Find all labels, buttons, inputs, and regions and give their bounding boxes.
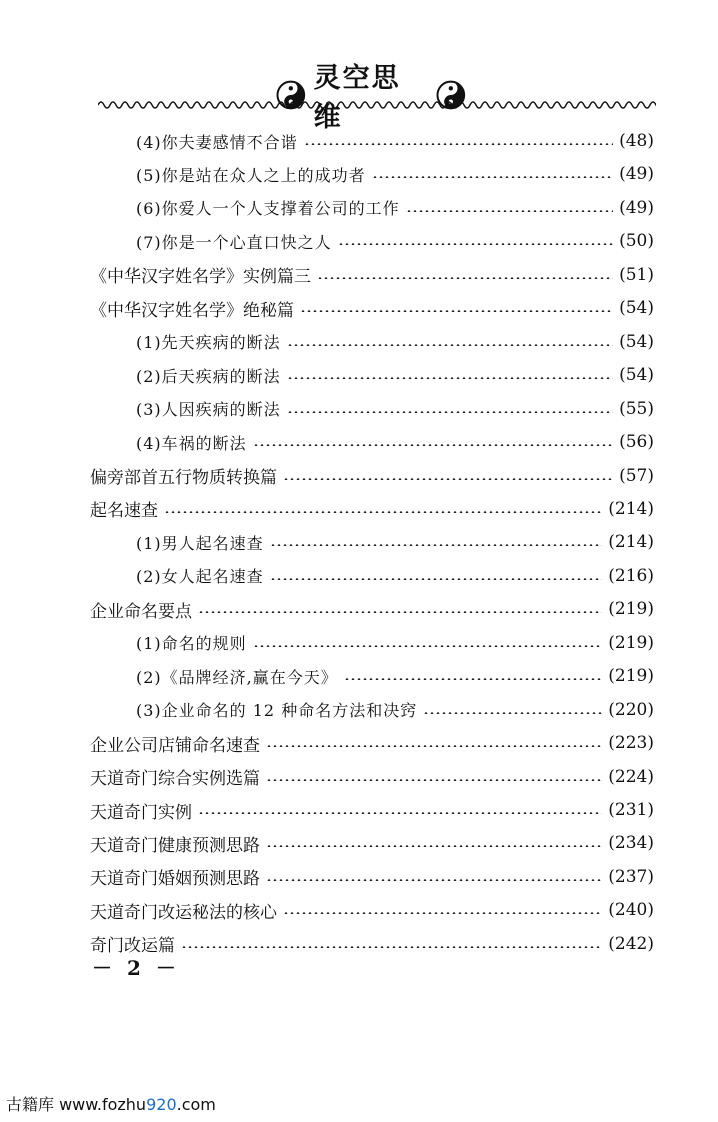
toc-entry (90, 594, 654, 624)
toc-entry (136, 628, 654, 658)
toc-leader-dots (253, 645, 603, 647)
toc-entry-page: (234) (608, 833, 654, 854)
toc-entry (90, 293, 654, 323)
toc-entry-title: 《中华汉字姓名学》实例篇三 (90, 267, 311, 288)
toc-entry-page: (54) (619, 298, 654, 319)
toc-entry-page: (242) (608, 933, 654, 954)
toc-entry (136, 360, 654, 390)
toc-leader-dots (266, 745, 602, 747)
toc-entry-title: (3)人因疾病的断法 (136, 400, 281, 420)
toc-entry-title: (2)后天疾病的断法 (136, 366, 281, 386)
toc-entry-page: (57) (619, 465, 654, 486)
toc-leader-dots (266, 779, 602, 781)
toc-leader-dots (304, 143, 613, 145)
toc-entry-title: 企业公司店铺命名速查 (90, 735, 260, 756)
footer-site-prefix: 古籍库 www.fozhu (6, 1095, 147, 1114)
toc-entry-page: (54) (619, 365, 654, 386)
toc-entry-title: 偏旁部首五行物质转换篇 (90, 468, 277, 488)
toc-entry-page: (231) (608, 800, 654, 820)
page-number: － 2 － (92, 956, 180, 980)
toc-entry-page: (223) (608, 733, 654, 754)
toc-entry-page: (50) (619, 231, 654, 252)
toc-entry-title: 奇门改运篇 (90, 936, 175, 957)
toc-entry-title: (2)女人起名速查 (136, 567, 264, 587)
toc-entry-page: (219) (608, 599, 654, 620)
footer-site-digits: 920 (146, 1095, 177, 1114)
toc-leader-dots (287, 377, 613, 379)
toc-entry-title: (1)先天疾病的断法 (136, 333, 281, 353)
toc-entry (136, 561, 654, 591)
toc-entry-title: (1)男人起名速查 (136, 533, 264, 553)
toc-entry-page: (55) (619, 398, 654, 419)
toc-leader-dots (283, 478, 613, 480)
toc-entry (90, 795, 654, 825)
toc-entry-title: 起名速查 (90, 501, 158, 522)
toc-entry-page: (216) (608, 565, 654, 586)
toc-entry (90, 728, 654, 758)
header-title: 灵空思维 (313, 63, 401, 133)
toc-entry (136, 159, 654, 189)
toc-leader-dots (270, 578, 603, 580)
toc-entry-page: (49) (619, 197, 654, 218)
toc-leader-dots (287, 344, 613, 346)
toc-entry (136, 327, 654, 357)
toc-entry-title: 《中华汉字姓名学》绝秘篇 (90, 300, 294, 321)
toc-entry-page: (49) (619, 164, 654, 185)
toc-entry-title: (3)企业命名的 12 种命名方法和决窍 (136, 701, 418, 721)
toc-entry-title: 天道奇门实例 (90, 802, 192, 823)
toc-leader-dots (317, 277, 613, 279)
toc-entry (136, 695, 654, 725)
toc-leader-dots (266, 845, 602, 847)
toc-entry-title: 天道奇门改运秘法的核心 (90, 902, 277, 923)
toc-leader-dots (423, 712, 602, 714)
toc-entry-page: (56) (619, 432, 654, 453)
toc-entry (136, 527, 654, 557)
toc-entry-page: (48) (619, 131, 654, 151)
toc-entry-page: (214) (608, 498, 654, 519)
toc-entry-title: (1)命名的规则 (136, 634, 247, 654)
toc-entry-page: (240) (608, 900, 654, 921)
decorative-wave-rule (98, 98, 656, 112)
toc-entry (136, 427, 654, 457)
toc-entry-page: (219) (608, 666, 654, 687)
toc-leader-dots (266, 879, 602, 881)
toc-entry-title: (2)《品牌经济,赢在今天》 (136, 667, 338, 687)
toc-entry-page: (220) (608, 699, 654, 720)
toc-entry (90, 461, 654, 491)
toc-leader-dots (344, 678, 603, 680)
toc-leader-dots (181, 946, 602, 948)
toc-entry-title: 天道奇门婚姻预测思路 (90, 869, 260, 890)
toc-entry (90, 260, 654, 290)
toc-leader-dots (283, 912, 602, 914)
toc-entry-page: (237) (608, 866, 654, 887)
toc-entry (136, 126, 654, 156)
toc-entry-title: (4)你夫妻感情不合谐 (136, 132, 298, 152)
toc-entry (136, 193, 654, 223)
toc-entry (90, 895, 654, 925)
toc-leader-dots (253, 444, 613, 446)
toc-entry (90, 828, 654, 858)
toc-entry-title: (5)你是站在众人之上的成功者 (136, 165, 366, 185)
toc-entry (136, 226, 654, 256)
toc-entry-title: 天道奇门综合实例选篇 (90, 769, 260, 790)
toc-entry (90, 762, 654, 792)
toc-entry (136, 394, 654, 424)
toc-entry-page: (51) (619, 264, 654, 285)
toc-leader-dots (300, 310, 613, 312)
watermark-footer (6, 1092, 216, 1115)
toc-entry (90, 862, 654, 892)
toc-entry-title: (6)你爱人一个人支撑着公司的工作 (136, 199, 400, 219)
toc-leader-dots (164, 511, 602, 513)
toc-leader-dots (406, 210, 613, 212)
toc-entry (90, 494, 654, 524)
toc-entry-title: 企业命名要点 (90, 601, 192, 622)
toc-leader-dots (372, 176, 613, 178)
toc-entry-page: (214) (608, 532, 654, 553)
toc-leader-dots (198, 812, 602, 814)
toc-entry-title: 天道奇门健康预测思路 (90, 835, 260, 856)
toc-leader-dots (287, 411, 613, 413)
toc-entry-page: (219) (608, 632, 654, 653)
toc-leader-dots (198, 611, 602, 613)
toc-leader-dots (338, 243, 613, 245)
toc-entry-page: (54) (619, 331, 654, 352)
toc-entry-title: (7)你是一个心直口快之人 (136, 232, 332, 252)
toc-entry-page: (224) (608, 766, 654, 787)
toc-entry-title: (4)车祸的断法 (136, 433, 247, 453)
toc-entry (136, 661, 654, 691)
toc-leader-dots (270, 544, 603, 546)
footer-site-suffix: .com (176, 1095, 216, 1114)
